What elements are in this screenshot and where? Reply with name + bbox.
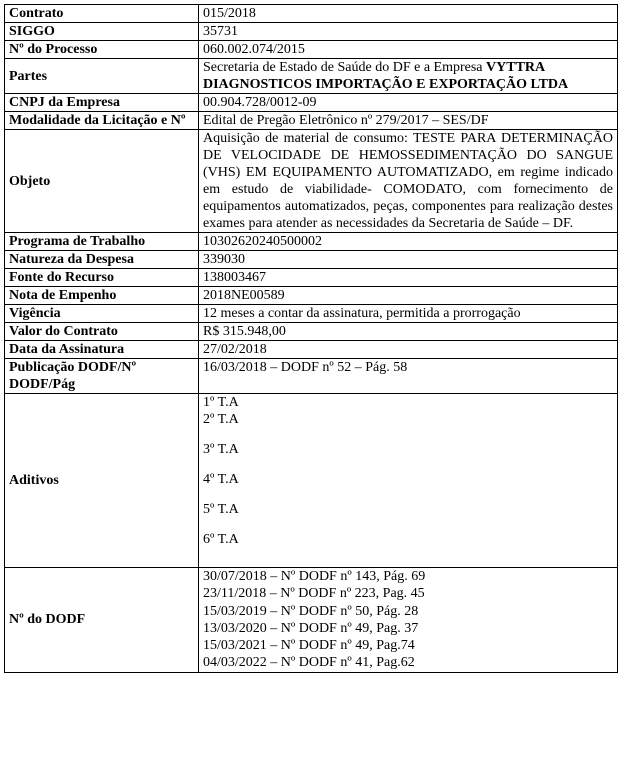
value-natureza: 339030 [199,251,618,269]
aditivo-item: 6º T.A [203,532,239,547]
label-programa: Programa de Trabalho [5,233,199,251]
value-modalidade: Edital de Pregão Eletrônico nº 279/2017 – SES/DF [199,112,618,130]
label-cnpj: CNPJ da Empresa [5,94,199,112]
row-publicacao [5,359,618,394]
contract-table [4,4,618,673]
row-cnpj [5,94,618,112]
value-assinatura: 27/02/2018 [199,341,618,359]
partes-company: VYTTRA DIAGNOSTICOS IMPORTAÇÃO E EXPORTAÇÃO LTDA [203,60,569,92]
label-natureza: Natureza da Despesa [5,251,199,269]
row-partes [5,59,618,94]
label-objeto: Objeto [5,130,199,233]
value-empenho: 2018NE00589 [199,287,618,305]
row-programa [5,233,618,251]
value-siggo: 35731 [199,23,618,41]
label-partes: Partes [5,59,199,94]
aditivo-gap [203,488,613,501]
label-modalidade: Modalidade da Licitação e Nº [5,112,199,130]
row-vigencia [5,305,618,323]
value-processo: 060.002.074/2015 [199,41,618,59]
value-contrato: 015/2018 [199,5,618,23]
label-dodf: Nº do DODF [5,568,199,673]
value-vigencia: 12 meses a contar da assinatura, permitida a prorrogação [199,305,618,323]
value-publicacao: 16/03/2018 – DODF nº 52 – Pág. 58 [199,359,618,394]
aditivo-gap [203,548,613,561]
row-fonte [5,269,618,287]
row-natureza [5,251,618,269]
value-partes [199,59,618,94]
aditivo-item: 2º T.A [203,412,239,427]
label-vigencia: Vigência [5,305,199,323]
value-aditivos [199,394,618,568]
dodf-item: 15/03/2021 – Nº DODF nº 49, Pag.74 [203,638,415,654]
value-valor: R$ 315.948,00 [199,323,618,341]
row-modalidade [5,112,618,130]
dodf-item: 15/03/2019 – Nº DODF nº 50, Pág. 28 [203,603,419,619]
aditivo-gap [203,428,613,441]
partes-plain: Secretaria de Estado de Saúde do DF e a Empresa [203,60,487,75]
row-contrato [5,5,618,23]
row-objeto [5,130,618,233]
label-empenho: Nota de Empenho [5,287,199,305]
row-assinatura [5,341,618,359]
label-valor: Valor do Contrato [5,323,199,341]
aditivo-item: 4º T.A [203,472,239,487]
dodf-item: 04/03/2022 – Nº DODF nº 41, Pag.62 [203,655,415,671]
label-siggo: SIGGO [5,23,199,41]
label-processo: Nº do Processo [5,41,199,59]
row-aditivos [5,394,618,568]
dodf-item: 23/11/2018 – Nº DODF nº 223, Pag. 45 [203,586,425,602]
value-objeto: Aquisição de material de consumo: TESTE PARA DETERMINAÇÃO DE VELOCIDADE DE HEMOSSEDIMENTAÇÃO DO SANGUE (VHS) EM EQUIPAMENTO AUTOMATIZADO, em regime indicado em estudo de viabilidade- COMODATO, com fornecimento de equipamentos automatizados, peças, componentes para realização destes exames para atender as necessidades da Secretaria de Saúde – DF. [199,130,618,233]
value-programa: 10302620240500002 [199,233,618,251]
aditivo-item: 5º T.A [203,502,239,517]
label-publicacao: Publicação DODF/Nº DODF/Pág [5,359,199,394]
row-valor [5,323,618,341]
row-empenho [5,287,618,305]
row-siggo [5,23,618,41]
value-fonte: 138003467 [199,269,618,287]
value-cnpj: 00.904.728/0012-09 [199,94,618,112]
label-assinatura: Data da Assinatura [5,341,199,359]
value-dodf [199,568,618,673]
aditivo-item: 1º T.A [203,395,239,410]
label-contrato: Contrato [5,5,199,23]
dodf-item: 30/07/2018 – Nº DODF nº 143, Pág. 69 [203,569,426,584]
dodf-item: 13/03/2020 – Nº DODF nº 49, Pag. 37 [203,620,419,636]
aditivo-gap [203,458,613,471]
aditivo-item: 3º T.A [203,442,239,457]
label-aditivos: Aditivos [5,394,199,568]
row-dodf [5,568,618,673]
aditivo-gap [203,518,613,531]
label-fonte: Fonte do Recurso [5,269,199,287]
row-processo [5,41,618,59]
